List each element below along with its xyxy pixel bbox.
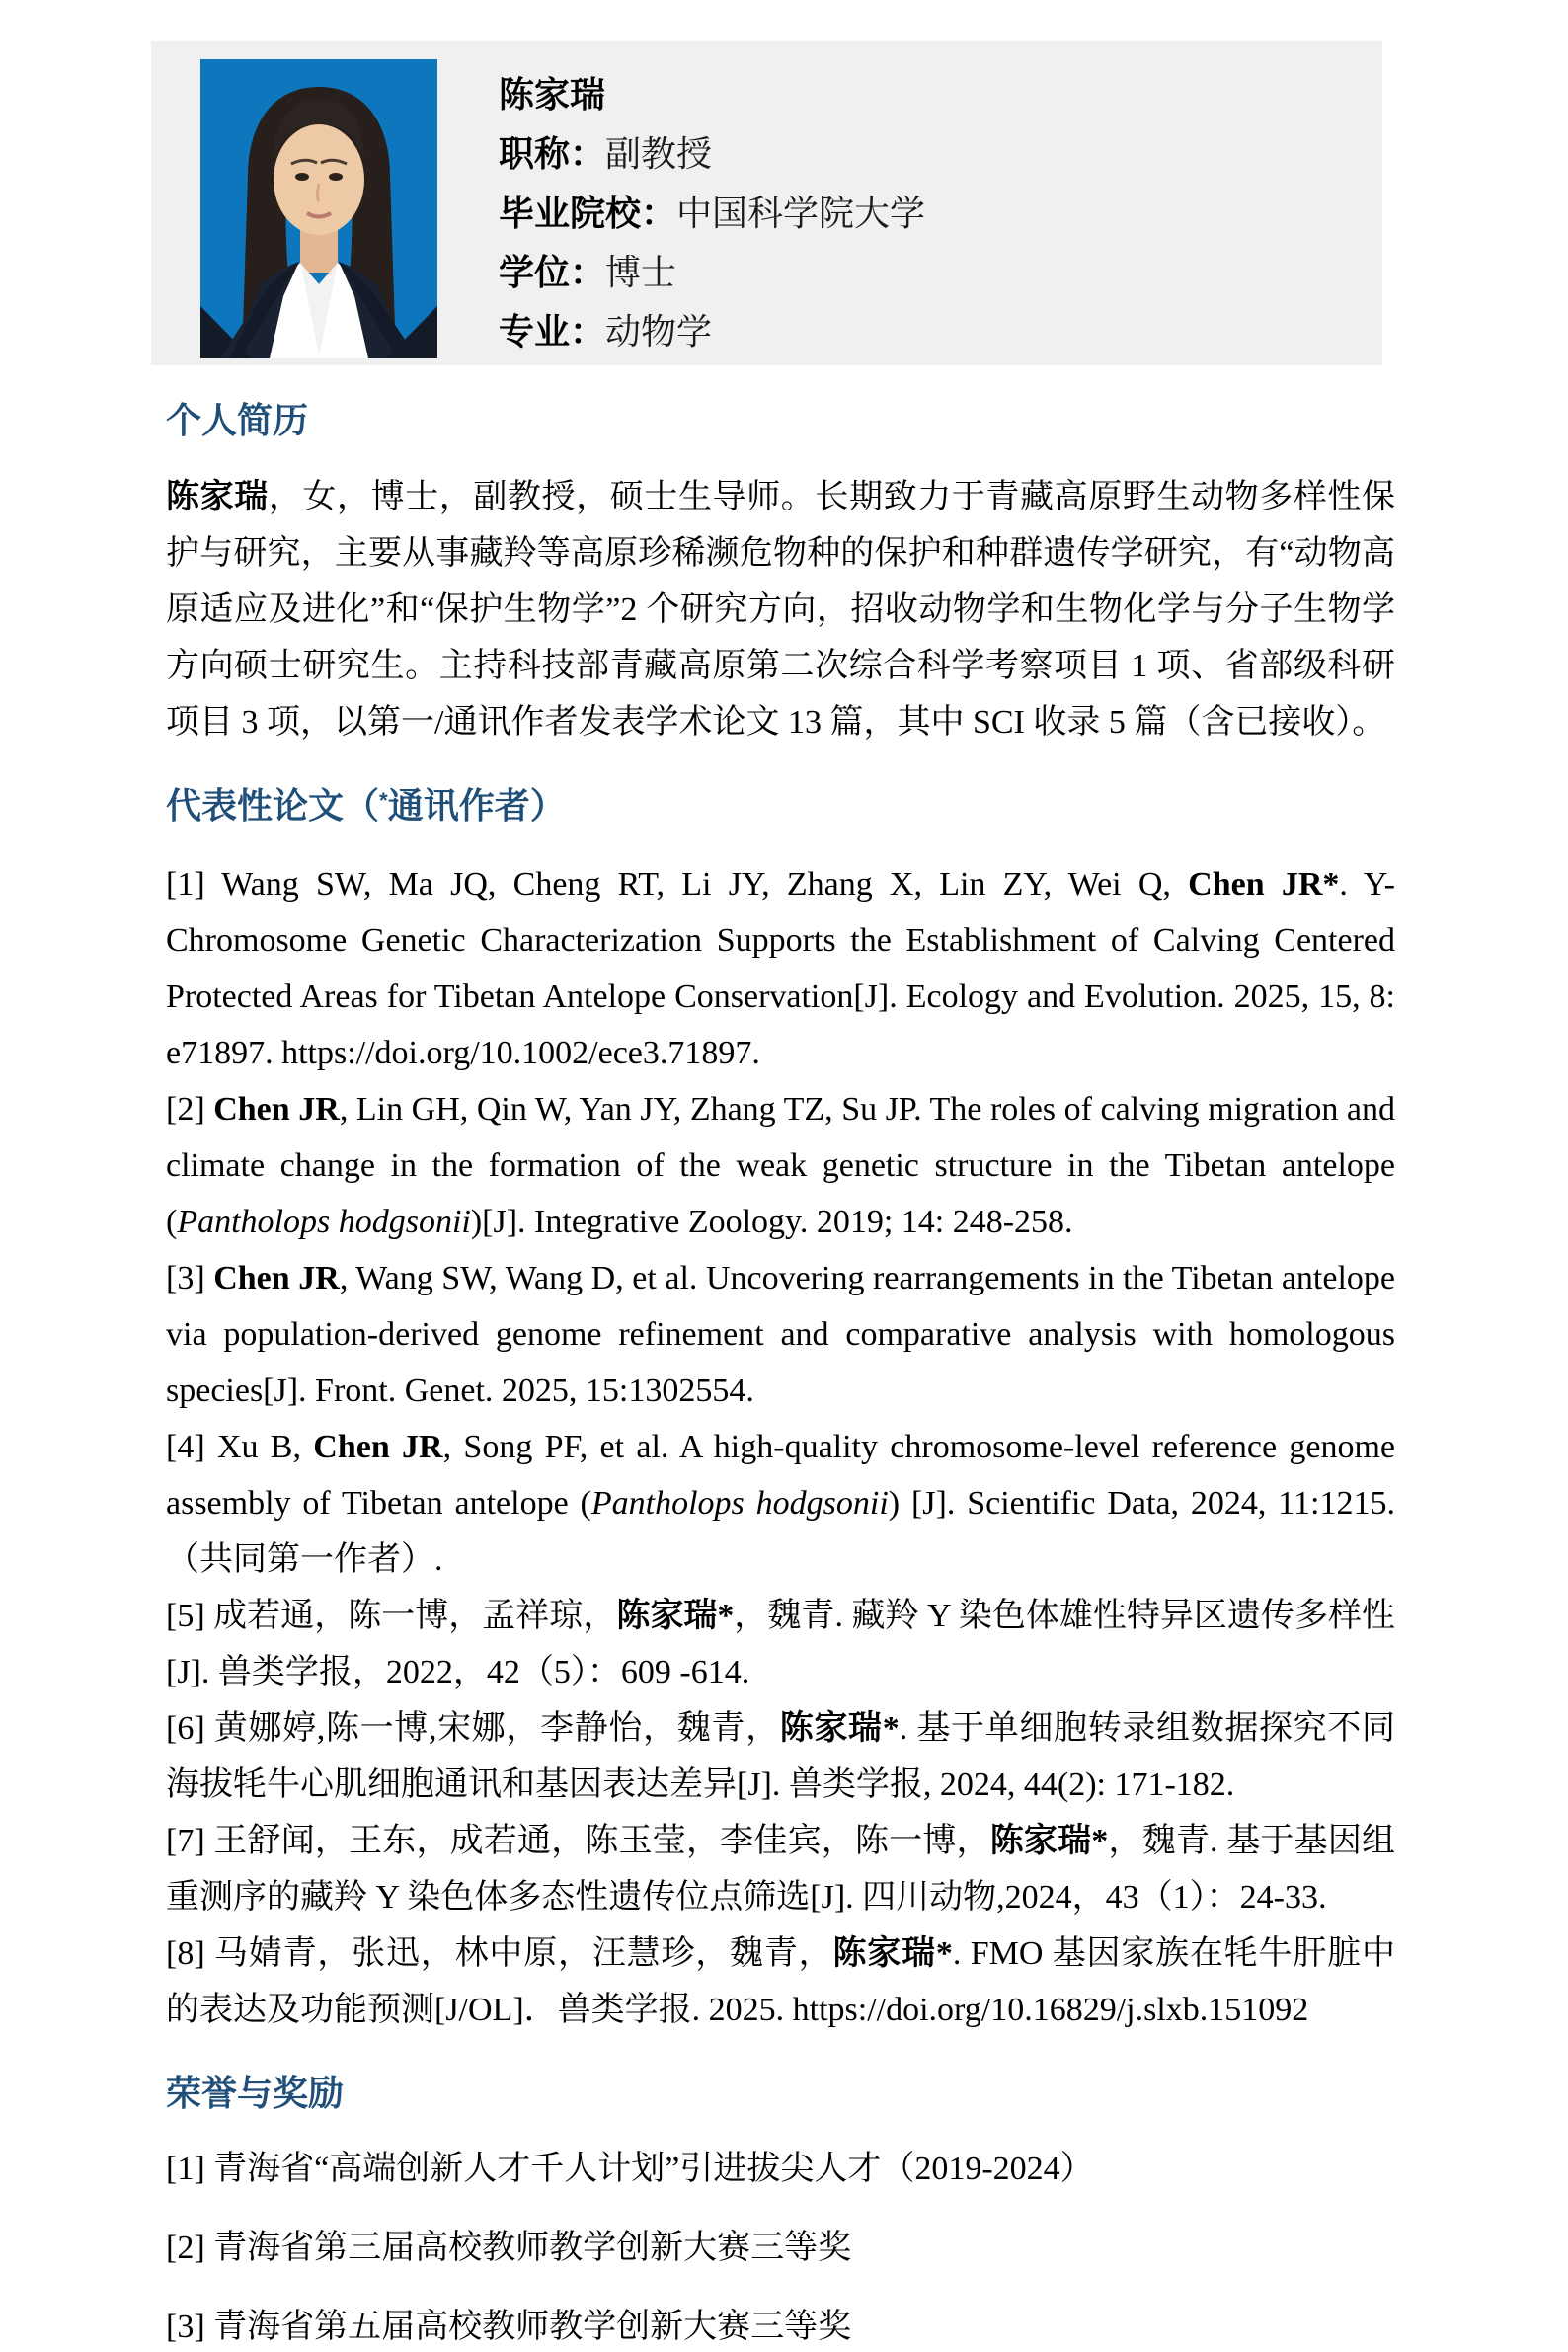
profile-header-card xyxy=(151,41,1382,365)
text-segment: [4] Xu B, xyxy=(166,1429,314,1466)
profile-field-row xyxy=(499,243,925,302)
publication-item xyxy=(166,1813,1395,1925)
text-segment: . FMO 基因家族在牦牛肝脏中的表达及功能预测[J/OL]．兽类学报. 2025. https://doi.org/10.16829/j.slxb.151092 xyxy=(166,1935,1395,2029)
field-label: 学位： xyxy=(499,253,606,292)
text-segment: ，女，博士，副教授，硕士生导师。长期致力于青藏高原野生动物多样性保护与研究，主要从事藏羚等高原珍稀濒危物种的保护和种群遗传学研究，有“动物高原适应及进化”和“保护生物学”2 个研究方向，招收动物学和生物化学与分子生物学方向硕士研究生。主持科技部青藏高原第二次综合科学考察项目 1 项、省部级科研项目 3 项，以第一/通讯作者发表学术论文 13 篇，其中 SCI 收录 5 篇（含已接收）。 xyxy=(166,479,1396,742)
profile-fields xyxy=(499,124,925,361)
text-segment: [8] 马婧青，张迅，林中原，汪慧珍，魏青， xyxy=(166,1935,833,1973)
profile-field-row xyxy=(499,124,925,184)
profile-field-row xyxy=(499,184,925,243)
section-title-awards: 荣誉与奖励 xyxy=(166,2073,345,2114)
award-item: [2] 青海省第三届高校教师教学创新大赛三等奖 xyxy=(166,2229,852,2266)
award-item: [3] 青海省第五届高校教师教学创新大赛三等奖 xyxy=(166,2308,852,2345)
profile-field-row xyxy=(499,302,925,361)
profile-photo xyxy=(200,59,437,358)
text-segment: [2] xyxy=(166,1091,214,1129)
highlighted-author: Chen JR* xyxy=(1188,866,1340,903)
publication-item xyxy=(166,1700,1395,1813)
section-title-publications xyxy=(166,784,1395,826)
highlighted-author: Chen JR xyxy=(313,1429,443,1466)
publication-item xyxy=(166,1250,1395,1419)
text-segment: [7] 王舒闻，王东，成若通，陈玉莹，李佳宾，陈一博， xyxy=(166,1823,990,1860)
species-name: Pantholops hodgsonii xyxy=(590,1485,889,1523)
publication-item xyxy=(166,1081,1395,1250)
field-label: 职称： xyxy=(499,134,606,174)
text-segment: , Wang SW, Wang D, et al. Uncovering rearrangements in the Tibetan antelope via population-derived genome refinement and comparative analysis with homologous species[J]. Front. Genet. 2025, 15:1302554. xyxy=(166,1260,1395,1410)
publications-title-post: 通讯作者） xyxy=(387,785,566,826)
field-value: 副教授 xyxy=(605,134,713,174)
text-segment: . 基于单细胞转录组数据探究不同海拔牦牛心肌细胞通讯和基因表达差异[J]. 兽类学报, 2024, 44(2): 171-182. xyxy=(166,1710,1396,1804)
publications-title-pre: 代表性论文（ xyxy=(166,785,380,826)
text-segment: ，魏青. 基于基因组重测序的藏羚 Y 染色体多态性遗传位点筛选[J]. 四川动物,2024，43（1）：24-33. xyxy=(166,1823,1396,1917)
field-value: 中国科学院大学 xyxy=(676,194,926,233)
species-name: Pantholops hodgsonii xyxy=(177,1204,471,1241)
awards-list xyxy=(166,2145,1395,2352)
highlighted-author: Chen JR xyxy=(213,1091,340,1129)
profile-info xyxy=(499,41,925,361)
text-segment: )[J]. Integrative Zoology. 2019; 14: 248-258. xyxy=(470,1204,1073,1241)
corresponding-author-asterisk: * xyxy=(379,788,388,814)
publication-item xyxy=(166,856,1395,1081)
section-title-bio: 个人简历 xyxy=(166,400,309,440)
text-segment: ，魏青. 藏羚 Y 染色体雄性特异区遗传多样性[J]. 兽类学报，2022，42（5）：609 -614. xyxy=(166,1598,1395,1691)
publication-item xyxy=(166,1925,1395,2038)
publication-item xyxy=(166,1588,1395,1700)
award-item: [1] 青海省“高端创新人才千人计划”引进拔尖人才（2019-2024） xyxy=(166,2150,1094,2187)
publications-list xyxy=(166,856,1395,2038)
text-segment: [3] xyxy=(166,1260,214,1297)
highlighted-author: 陈家瑞* xyxy=(832,1935,953,1973)
highlighted-author: 陈家瑞* xyxy=(989,1823,1109,1860)
text-segment: [1] Wang SW, Ma JQ, Cheng RT, Li JY, Zhang X, Lin ZY, Wei Q, xyxy=(166,866,1189,903)
text-segment: [5] 成若通，陈一博，孟祥琼， xyxy=(166,1598,617,1635)
publication-item xyxy=(166,1419,1395,1588)
bio-paragraph xyxy=(166,469,1395,750)
text-segment: , Lin GH, Qin W, Yan JY, Zhang TZ, Su JP. The roles of calving migration and climate change in the formation of the weak genetic structure in the Tibetan antelope ( xyxy=(166,1091,1395,1241)
highlighted-author: 陈家瑞 xyxy=(166,479,269,516)
field-value: 博士 xyxy=(605,253,677,292)
highlighted-author: 陈家瑞* xyxy=(779,1710,900,1748)
portrait-photo-graphic xyxy=(200,59,437,358)
field-label: 毕业院校： xyxy=(499,194,677,233)
text-segment: ) [J]. Scientific Data, 2024, 11:1215.（共同第一作者）. xyxy=(166,1485,1395,1579)
highlighted-author: Chen JR xyxy=(213,1260,340,1297)
text-segment: . Y-Chromosome Genetic Characterization Supports the Establishment of Calving Centered Protected Areas for Tibetan Antelope Conservation[J]. Ecology and Evolution. 2025, 15, 8: e71897. https://doi.org/10.1002/ece3.71897. xyxy=(166,866,1395,1072)
profile-name: 陈家瑞 xyxy=(499,75,606,115)
field-label: 专业： xyxy=(499,312,606,352)
text-segment: [6] 黄娜婷,陈一博,宋娜，李静怡，魏青， xyxy=(166,1710,780,1748)
highlighted-author: 陈家瑞* xyxy=(616,1598,735,1635)
field-value: 动物学 xyxy=(605,312,713,352)
text-segment: , Song PF, et al. A high-quality chromosome-level reference genome assembly of Tibetan antelope ( xyxy=(166,1429,1395,1523)
